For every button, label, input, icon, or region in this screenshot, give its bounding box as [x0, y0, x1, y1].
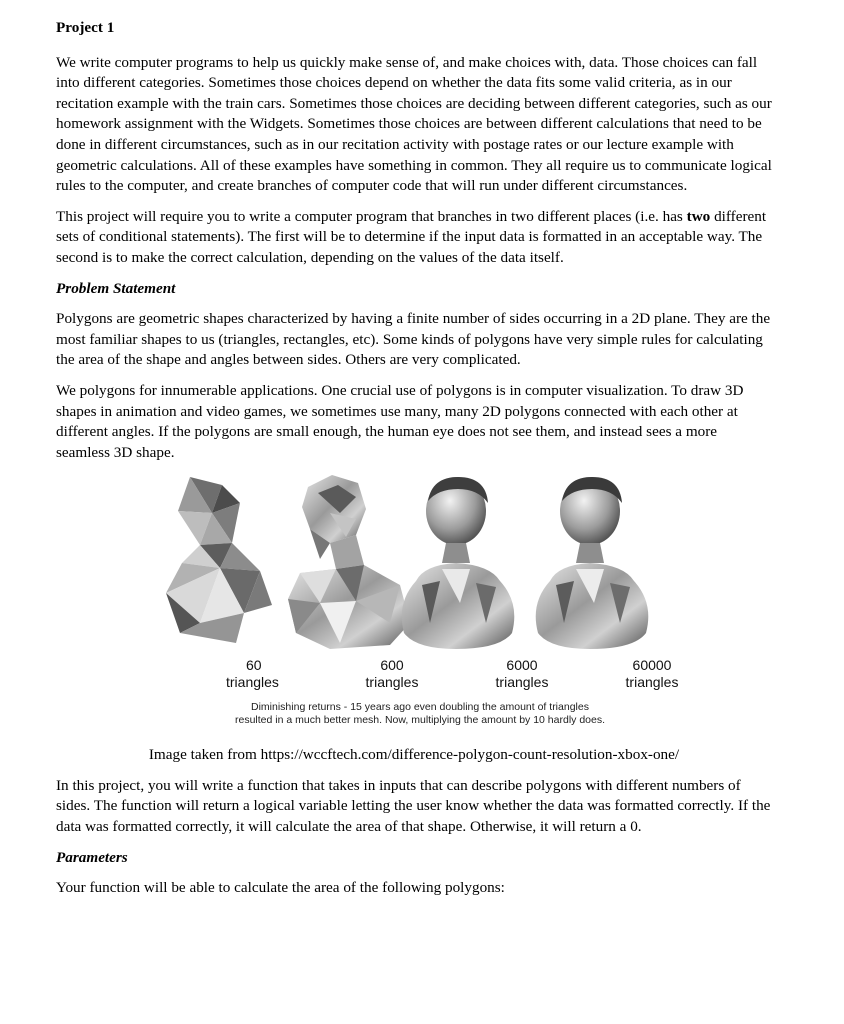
label-unit: triangles: [625, 674, 679, 691]
label-count: 60000: [632, 657, 672, 674]
problem-statement-heading: Problem Statement: [56, 279, 176, 297]
figure-caption: [160, 701, 680, 727]
caption-line-1: Diminishing returns - 15 years ago even doubling the amount of triangles: [251, 701, 589, 714]
label-count: 6000: [506, 657, 538, 674]
branch-paragraph: [56, 207, 772, 269]
label-count: 60: [246, 657, 262, 674]
polygon-bust-figure: [160, 473, 680, 731]
label-60-triangles: [226, 657, 290, 691]
intro-paragraph: We write computer programs to help us quickly make sense of, and make choices with, data. Those choices can fall into different categories. Sometimes those choices depend on whether the data fits some valid criteria, as in our recitation example with the train cars. Sometimes those choices are deciding between different categories, such as our homework assignment with the Widgets. Sometimes those choices are between different calculations that need to be done in different circumstances, such as in our recitation activity with postage rates or our lecture example with geometric calculations. All of these examples have something in common. They all require us to communicate logical rules to the computer, and create branches of computer code that will run under different circumstances.: [56, 53, 772, 195]
branch-text-before: This project will require you to write a computer program that branches in two different places (i.e. has: [56, 207, 687, 225]
parameters-heading: Parameters: [56, 848, 128, 866]
polygons-paragraph: Polygons are geometric shapes characterized by having a finite number of sides occurring in a 2D plane. They are the most familiar shapes to us (triangles, rectangles, etc). Some kinds of polygons have very simple rules for calculating the area of the shape and angles between sides. Others are very complicated.: [56, 310, 771, 369]
applications-paragraph: We polygons for innumerable applications. One crucial use of polygons is in computer visualization. To draw 3D shapes in animation and video games, we sometimes use many, many 2D polygons connected with each other at different angles. If the polygons are small enough, the human eye does not see them, and instead sees a more seamless 3D shape.: [56, 381, 744, 461]
label-unit: triangles: [495, 674, 549, 691]
document-title: Project 1: [56, 19, 115, 36]
document-page: [56, 18, 772, 909]
label-6000-triangles: [490, 657, 554, 691]
parameters-paragraph: Your function will be able to calculate the area of the following polygons:: [56, 879, 505, 897]
image-credit: Image taken from https://wccftech.com/difference-polygon-count-resolution-xbox-one/: [148, 746, 680, 764]
branch-text-bold: two: [686, 207, 711, 225]
bust-renderings: [160, 473, 680, 651]
label-unit: triangles: [226, 674, 279, 691]
label-600-triangles: [360, 657, 424, 691]
bust-60000-triangles: [536, 477, 649, 649]
function-paragraph: In this project, you will write a function that takes in inputs that can describe polygons with different numbers of sides. The function will return a logical variable letting the user know whether the data was formatted correctly. If the data was formatted correctly, it will calculate the area of that shape. Otherwise, it will return a 0.: [56, 776, 771, 836]
caption-line-2: resulted in a much better mesh. Now, multiplying the amount by 10 hardly does.: [234, 714, 606, 727]
label-unit: triangles: [365, 674, 419, 691]
label-count: 600: [380, 657, 404, 674]
bust-60-triangles: [166, 477, 272, 643]
label-60000-triangles: [620, 657, 684, 691]
bust-6000-triangles: [402, 477, 515, 649]
bust-600-triangles: [288, 475, 410, 649]
branch-text-after: different sets of conditional statements). The first will be to determine if the input data is formatted in an acceptable way. The second is to make the correct calculation, depending on the values of the data itself.: [56, 207, 767, 266]
